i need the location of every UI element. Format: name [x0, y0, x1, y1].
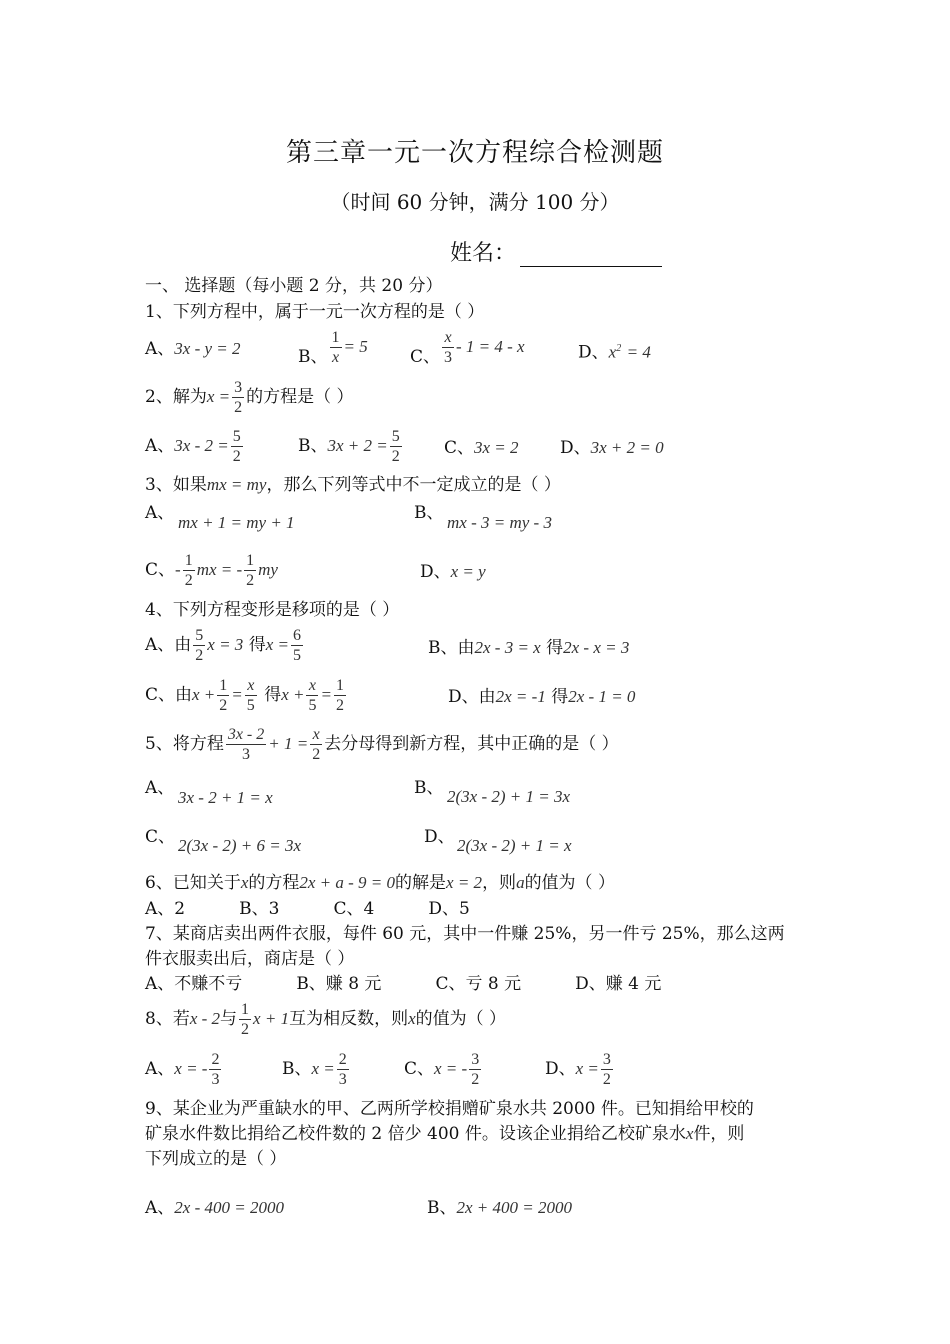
- page-title: 第三章一元一次方程综合检测题: [285, 138, 664, 168]
- q4-option-d: D、由2x = -1 得2x - 1 = 0: [448, 687, 636, 707]
- question-9-line-1: 9、某企业为严重缺水的甲、乙两所学校捐赠矿泉水共 2000 件。已知捐给甲校的: [145, 1099, 754, 1119]
- q5-option-b: 2(3x - 2) + 1 = 3x: [447, 787, 571, 806]
- q2-option-d: D、3x + 2 = 0: [560, 438, 664, 458]
- name-blank-line: [520, 244, 662, 267]
- q5-option-c: 2(3x - 2) + 6 = 3x: [178, 836, 302, 855]
- question-9-line-3: 下列成立的是（ ）: [145, 1149, 287, 1169]
- q1-option-b: B、 $\frac{1}{x}$ = 5: [298, 329, 368, 367]
- q4-option-c: C、由x + $\frac{1}{2}$ = $\frac{x}{5}$ 得x + $\frac{x}{5}$ = $\frac{1}{2}$: [145, 677, 344, 714]
- q8-option-c: C、x = - $\frac{3}{2}$: [404, 1051, 480, 1088]
- q2-option-a: A、3x - 2 = $\frac{5}{2}$: [145, 428, 241, 465]
- q5-option-d-label: D、: [424, 827, 455, 847]
- question-9-line-2: 矿泉水件数比捐给乙校件数的 2 倍少 400 件。设该企业捐给乙校矿泉水x件，则: [145, 1124, 745, 1144]
- q2-option-c: C、3x = 2: [444, 438, 519, 458]
- page-subtitle: （时间 60 分钟，满分 100 分）: [330, 190, 620, 214]
- question-1-stem: 1、下列方程中，属于一元一次方程的是（ ）: [145, 302, 485, 322]
- name-field: [450, 236, 662, 267]
- question-4-stem: 4、下列方程变形是移项的是（ ）: [145, 600, 400, 620]
- q3-option-b-label: B、: [414, 503, 444, 523]
- q4-option-a: A、由 $\frac{5}{2}$ x = 3 得x = $\frac{6}{5}$: [145, 627, 301, 664]
- question-7-line-2: 件衣服卖出后，商店是（ ）: [145, 949, 355, 969]
- q5-option-c-label: C、: [145, 827, 176, 847]
- q3-option-a: mx + 1 = my + 1: [178, 513, 295, 532]
- question-2-stem: 2、解为x = $\frac{3}{2}$ 的方程是（ ）: [145, 379, 354, 416]
- q5-option-a-label: A、: [145, 778, 175, 798]
- question-3-stem: 3、如果mx = my，那么下列等式中不一定成立的是（ ）: [145, 475, 561, 495]
- section-heading: 一、 选择题（每小题 2 分，共 20 分）: [145, 276, 443, 296]
- q8-option-d: D、x = $\frac{3}{2}$: [545, 1051, 611, 1088]
- q5-option-b-label: B、: [414, 778, 444, 798]
- question-5-stem: 5、将方程 $\frac{3x - 2}{3}$ + 1 = $\frac{x}{2}$ 去分母得到新方程，其中正确的是（ ）: [145, 726, 619, 763]
- q3-option-b: mx - 3 = my - 3: [447, 513, 552, 532]
- question-7-line-1: 7、某商店卖出两件衣服，每件 60 元，其中一件赚 25%，另一件亏 25%，那么这两: [145, 924, 785, 944]
- q7-options: A、不赚不亏 B、赚 8 元 C、亏 8 元 D、赚 4 元: [145, 974, 662, 994]
- q8-option-b: B、x = $\frac{2}{3}$: [282, 1051, 347, 1088]
- q6-options: A、2 B、3 C、4 D、5: [145, 899, 470, 919]
- q2-option-b: B、3x + 2 = $\frac{5}{2}$: [298, 428, 400, 465]
- name-label: 姓名：: [450, 241, 517, 266]
- q9-option-b: B、2x + 400 = 2000: [427, 1198, 572, 1218]
- q1-option-d: D、$x^2 = 4$: [578, 342, 651, 363]
- q8-option-a: A、x = - $\frac{2}{3}$: [145, 1051, 220, 1088]
- question-8-stem: 8、若x - 2与 $\frac{1}{2}$ x + 1互为相反数，则x的值为（ ）: [145, 1001, 507, 1038]
- q5-option-a: 3x - 2 + 1 = x: [178, 788, 273, 807]
- q9-option-a: A、2x - 400 = 2000: [145, 1198, 284, 1218]
- q3-option-d: D、x = y: [420, 562, 486, 582]
- q1-option-c: C、 $\frac{x}{3}$ - 1 = 4 - x: [410, 329, 525, 367]
- question-6-stem: 6、已知关于x的方程2x + a - 9 = 0的解是x = 2，则a的值为（ ）: [145, 873, 615, 893]
- q4-option-b: B、由2x - 3 = x 得2x - x = 3: [428, 638, 630, 658]
- q3-option-a-label: A、: [145, 503, 175, 523]
- q1-option-a: A、3x - y = 2: [145, 339, 241, 359]
- q3-option-c: C、- $\frac{1}{2}$ mx = - $\frac{1}{2}$ my: [145, 552, 278, 589]
- q5-option-d: 2(3x - 2) + 1 = x: [457, 836, 572, 855]
